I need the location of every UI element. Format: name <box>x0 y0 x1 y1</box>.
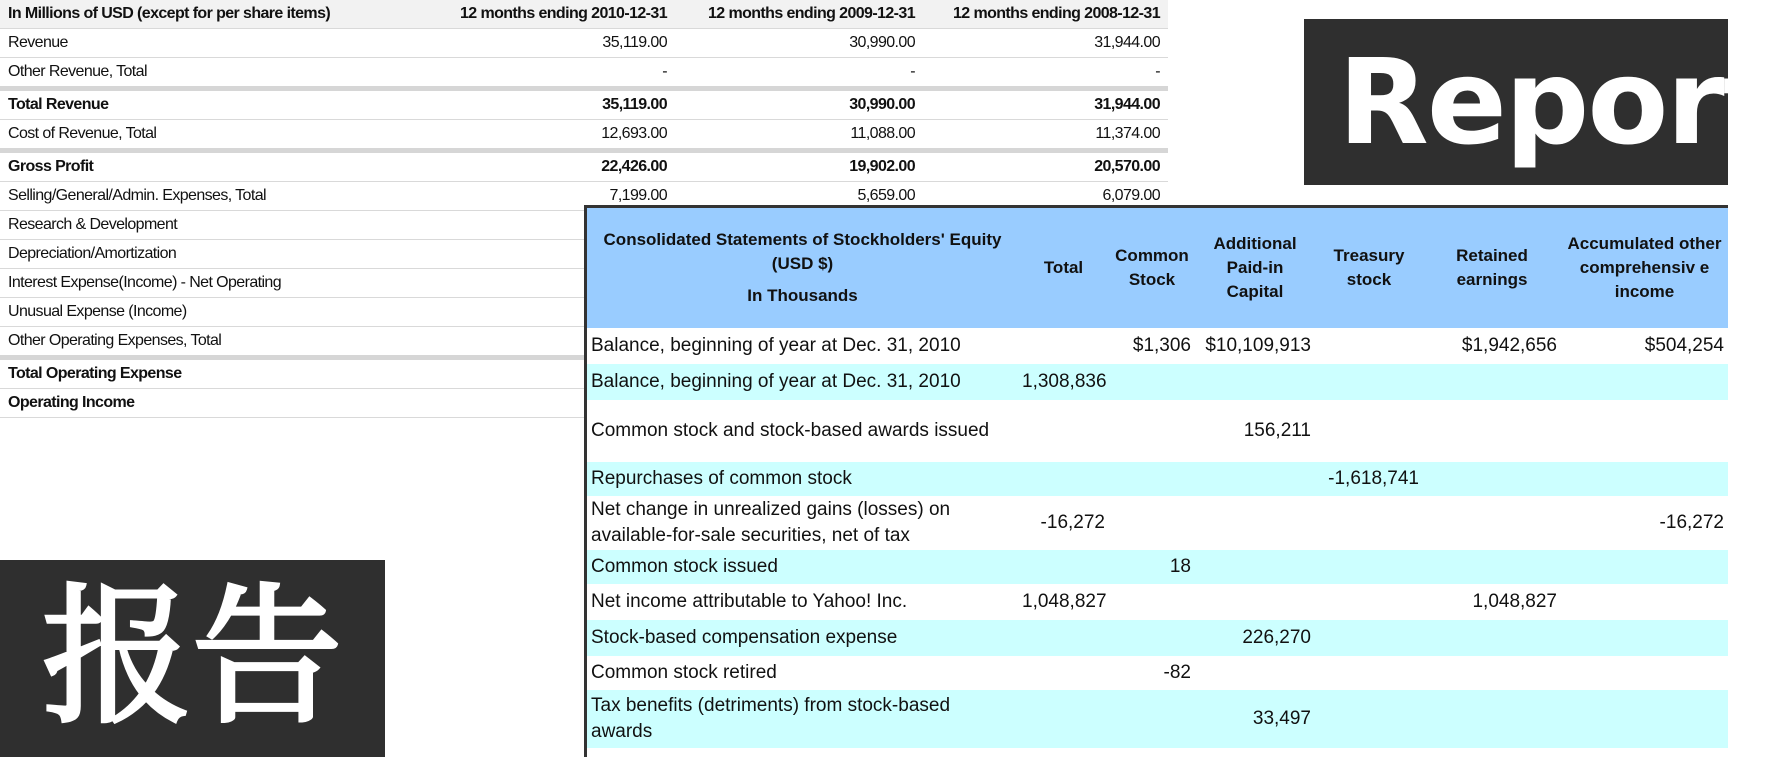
income-row-value: 19,902.00 <box>675 151 923 182</box>
income-row-label: Cost of Revenue, Total <box>0 120 430 151</box>
equity-body <box>587 328 1728 748</box>
equity-row-label: Repurchases of common stock <box>587 462 1018 496</box>
equity-row-value-treasury <box>1315 364 1423 400</box>
report-banner: Report <box>1304 19 1728 185</box>
equity-row-value-apic <box>1195 584 1315 620</box>
equity-title <box>587 208 1018 328</box>
income-row-label: Depreciation/Amortization <box>0 240 430 269</box>
income-row-value: 31,944.00 <box>923 29 1168 58</box>
income-row-value: 11,088.00 <box>675 120 923 151</box>
equity-row-value-apic: 156,211 <box>1195 400 1315 462</box>
income-header-label: In Millions of USD (except for per share items) <box>0 0 430 29</box>
equity-row-value-aoci: -16,272 <box>1561 496 1728 550</box>
equity-row-value-treasury <box>1315 496 1423 550</box>
equity-row-value-total <box>1018 620 1109 656</box>
equity-row-value-total <box>1018 462 1109 496</box>
equity-row-label: Common stock and stock-based awards issued <box>587 400 1018 462</box>
equity-row-label: Balance, beginning of year at Dec. 31, 2010 <box>587 364 1018 400</box>
income-row <box>0 151 1168 182</box>
equity-row-value-retained <box>1423 690 1561 748</box>
income-row-value: 20,570.00 <box>923 151 1168 182</box>
income-row-value: 12,693.00 <box>430 120 675 151</box>
income-row-value: 30,990.00 <box>675 89 923 120</box>
equity-col-treasury: Treasury stock <box>1315 208 1423 328</box>
equity-col-common-stock: Common Stock <box>1109 208 1195 328</box>
equity-row-value-retained <box>1423 620 1561 656</box>
income-row-value: 7,199.00 <box>430 182 675 211</box>
equity-row-value-treasury <box>1315 620 1423 656</box>
equity-row-value-retained: $1,942,656 <box>1423 328 1561 364</box>
income-header-2010: 12 months ending 2010-12-31 <box>430 0 675 29</box>
equity-row-value-apic: 33,497 <box>1195 690 1315 748</box>
income-row-value: 31,944.00 <box>923 89 1168 120</box>
equity-row <box>587 400 1728 462</box>
equity-row-value-apic <box>1195 496 1315 550</box>
equity-row-value-total <box>1018 690 1109 748</box>
income-row <box>0 29 1168 58</box>
equity-row-label: Common stock retired <box>587 656 1018 690</box>
income-row-value: 22,426.00 <box>430 151 675 182</box>
equity-row-value-aoci <box>1561 690 1728 748</box>
equity-row-label: Common stock issued <box>587 550 1018 584</box>
income-row-value: - <box>430 58 675 89</box>
equity-row-value-apic <box>1195 550 1315 584</box>
equity-row-value-common <box>1109 462 1195 496</box>
equity-row-value-total: 1,048,827 <box>1018 584 1109 620</box>
equity-row-value-common: -82 <box>1109 656 1195 690</box>
income-header-row <box>0 0 1168 29</box>
equity-row <box>587 584 1728 620</box>
equity-row-value-aoci: $504,254 <box>1561 328 1728 364</box>
equity-row-value-aoci <box>1561 462 1728 496</box>
income-row-label: Revenue <box>0 29 430 58</box>
equity-row <box>587 328 1728 364</box>
equity-row-value-retained <box>1423 656 1561 690</box>
equity-row <box>587 656 1728 690</box>
equity-row-value-total <box>1018 656 1109 690</box>
equity-row-value-treasury <box>1315 584 1423 620</box>
equity-row-value-total <box>1018 400 1109 462</box>
equity-row-value-treasury <box>1315 656 1423 690</box>
income-row <box>0 58 1168 89</box>
equity-row-value-retained <box>1423 364 1561 400</box>
equity-row-value-retained <box>1423 550 1561 584</box>
income-row-value: 35,119.00 <box>430 89 675 120</box>
equity-statement-table <box>587 208 1728 748</box>
equity-row-value-common <box>1109 364 1195 400</box>
equity-row-value-retained <box>1423 400 1561 462</box>
equity-row-value-treasury <box>1315 328 1423 364</box>
income-row-value: - <box>923 58 1168 89</box>
equity-row-value-aoci <box>1561 620 1728 656</box>
equity-title-line1: Consolidated Statements of Stockholders' Equity (USD $) <box>603 230 1002 273</box>
equity-row-value-common <box>1109 690 1195 748</box>
equity-col-apic: Additional Paid-in Capital <box>1195 208 1315 328</box>
income-row <box>0 89 1168 120</box>
income-row-label: Other Revenue, Total <box>0 58 430 89</box>
equity-row-label: Net income attributable to Yahoo! Inc. <box>587 584 1018 620</box>
equity-row-value-common: $1,306 <box>1109 328 1195 364</box>
equity-row <box>587 620 1728 656</box>
equity-row-value-treasury: -1,618,741 <box>1315 462 1423 496</box>
income-header-2008: 12 months ending 2008-12-31 <box>923 0 1168 29</box>
equity-row <box>587 496 1728 550</box>
equity-row-label: Balance, beginning of year at Dec. 31, 2010 <box>587 328 1018 364</box>
equity-row-value-retained <box>1423 462 1561 496</box>
equity-row <box>587 550 1728 584</box>
income-row-label: Research & Development <box>0 211 430 240</box>
equity-row-value-aoci <box>1561 584 1728 620</box>
equity-row-value-treasury <box>1315 690 1423 748</box>
equity-row-value-treasury <box>1315 400 1423 462</box>
equity-row-value-total <box>1018 550 1109 584</box>
report-banner-chinese: 报告 <box>0 560 385 757</box>
equity-row-value-total: -16,272 <box>1018 496 1109 550</box>
equity-row-value-apic <box>1195 364 1315 400</box>
equity-row-value-total: 1,308,836 <box>1018 364 1109 400</box>
income-row-value: 35,119.00 <box>430 29 675 58</box>
equity-row-value-total <box>1018 328 1109 364</box>
equity-row-value-aoci <box>1561 364 1728 400</box>
equity-row-value-common <box>1109 620 1195 656</box>
equity-row-label: Stock-based compensation expense <box>587 620 1018 656</box>
equity-col-retained: Retained earnings <box>1423 208 1561 328</box>
equity-row-value-common <box>1109 496 1195 550</box>
equity-row-value-aoci <box>1561 656 1728 690</box>
income-header-2009: 12 months ending 2009-12-31 <box>675 0 923 29</box>
equity-row-value-apic <box>1195 462 1315 496</box>
equity-row-label: Net change in unrealized gains (losses) on available-for-sale securities, net of tax <box>587 496 1018 550</box>
income-row-label: Total Operating Expense <box>0 358 430 389</box>
income-row-label: Gross Profit <box>0 151 430 182</box>
equity-title-line2: In Thousands <box>747 286 858 305</box>
equity-col-total: Total <box>1018 208 1109 328</box>
income-row <box>0 120 1168 151</box>
equity-row-value-aoci <box>1561 400 1728 462</box>
income-row-label: Selling/General/Admin. Expenses, Total <box>0 182 430 211</box>
equity-row-value-retained <box>1423 496 1561 550</box>
equity-row-value-apic <box>1195 656 1315 690</box>
equity-row-value-apic: 226,270 <box>1195 620 1315 656</box>
income-row-value: 6,079.00 <box>923 182 1168 211</box>
income-row-label: Interest Expense(Income) - Net Operating <box>0 269 430 298</box>
equity-row-value-aoci <box>1561 550 1728 584</box>
income-row-label: Unusual Expense (Income) <box>0 298 430 327</box>
equity-row <box>587 364 1728 400</box>
income-row-value: - <box>675 58 923 89</box>
income-row-value: 5,659.00 <box>675 182 923 211</box>
income-row-label: Other Operating Expenses, Total <box>0 327 430 358</box>
equity-row-value-retained: 1,048,827 <box>1423 584 1561 620</box>
equity-row-value-common: 18 <box>1109 550 1195 584</box>
equity-row-value-treasury <box>1315 550 1423 584</box>
equity-row-value-common <box>1109 400 1195 462</box>
income-row-value: 30,990.00 <box>675 29 923 58</box>
income-row-value: 11,374.00 <box>923 120 1168 151</box>
equity-row-value-common <box>1109 584 1195 620</box>
income-row-label: Total Revenue <box>0 89 430 120</box>
equity-row-value-apic: $10,109,913 <box>1195 328 1315 364</box>
equity-row <box>587 690 1728 748</box>
equity-row <box>587 462 1728 496</box>
equity-header-row <box>587 208 1728 328</box>
equity-col-aoci: Accumulated other comprehensiv e income <box>1561 208 1728 328</box>
equity-statement-panel <box>584 205 1728 757</box>
income-row-label: Operating Income <box>0 389 430 418</box>
equity-row-label: Tax benefits (detriments) from stock-based awards <box>587 690 1018 748</box>
